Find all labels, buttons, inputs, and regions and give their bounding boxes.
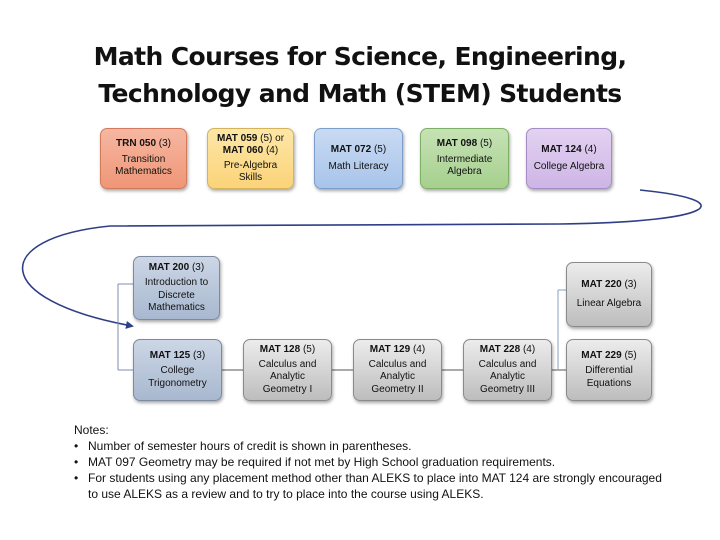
course-code: MAT 129 [369,344,411,355]
course-code: MAT 220 [581,279,622,290]
notes-heading: Notes: [74,423,109,437]
course-credits-a: (5) or [257,132,285,144]
course-credits: (3) [621,279,637,290]
course-box-mat220 [566,262,652,327]
course-credits: (4) [581,143,597,155]
course-name: Linear Algebra [576,297,642,309]
course-box-mat072 [314,128,403,189]
course-credits: (5) [371,143,387,155]
course-box-mat098 [420,128,509,189]
course-name: Introduction to Discrete Mathematics [144,277,209,313]
course-name: Math Literacy [328,161,389,172]
course-name: College Trigonometry [148,365,207,389]
course-credits: (4) [410,344,426,355]
course-box-mat129 [353,339,442,401]
course-code: MAT 200 [148,261,190,273]
course-code: MAT 098 [436,138,478,150]
course-name: Pre-Algebra Skills [223,159,278,183]
title-line-2: Technology and Math (STEM) Students [98,79,622,108]
notes-section [74,422,674,502]
course-code: MAT 229 [581,349,622,361]
course-code: MAT 125 [149,349,191,361]
course-name: College Algebra [533,161,605,172]
course-box-mat125 [133,339,222,401]
note-item: • For students using any placement method other than ALEKS to place into MAT 124 are strongly encouraged to use ALEKS as a review and to try to place into the course using ALEKS. [74,470,674,502]
course-name: Transition Mathematics [115,153,172,178]
course-credits: (5) [300,344,316,355]
course-box-mat229 [566,339,652,401]
course-box-mat124 [526,128,612,189]
note-item: • Number of semester hours of credit is shown in parentheses. [74,438,674,454]
course-code: MAT 072 [330,143,372,155]
course-box-trn050 [100,128,187,189]
notes-list [74,438,674,502]
course-code: TRN 050 [115,138,156,150]
course-box-mat200 [133,256,220,320]
course-credits: (4) [520,344,536,355]
course-credits: (3) [190,349,206,361]
course-name: Calculus and Analytic Geometry III [478,358,537,395]
course-code: MAT 128 [259,344,301,355]
course-box-mat128 [243,339,332,401]
course-credits: (5) [477,138,493,150]
course-code-a: MAT 059 [216,132,258,144]
course-credits: (3) [189,261,205,273]
course-credits: (5) [621,349,637,361]
course-code: MAT 228 [479,344,521,355]
course-name: Differential Equations [585,365,633,389]
course-credits-b: (4) [263,145,279,156]
course-code-b: MAT 060 [222,145,264,156]
course-box-mat228 [463,339,552,401]
course-name: Intermediate Algebra [436,153,493,178]
note-item: • MAT 097 Geometry may be required if not met by High School graduation requirements. [74,454,674,470]
course-name: Calculus and Analytic Geometry I [258,358,317,395]
title-line-1: Math Courses for Science, Engineering, [93,42,627,71]
course-name: Calculus and Analytic Geometry II [368,358,427,395]
course-box-mat059-060 [207,128,294,189]
course-code: MAT 124 [541,143,582,155]
course-credits: (3) [156,138,171,150]
